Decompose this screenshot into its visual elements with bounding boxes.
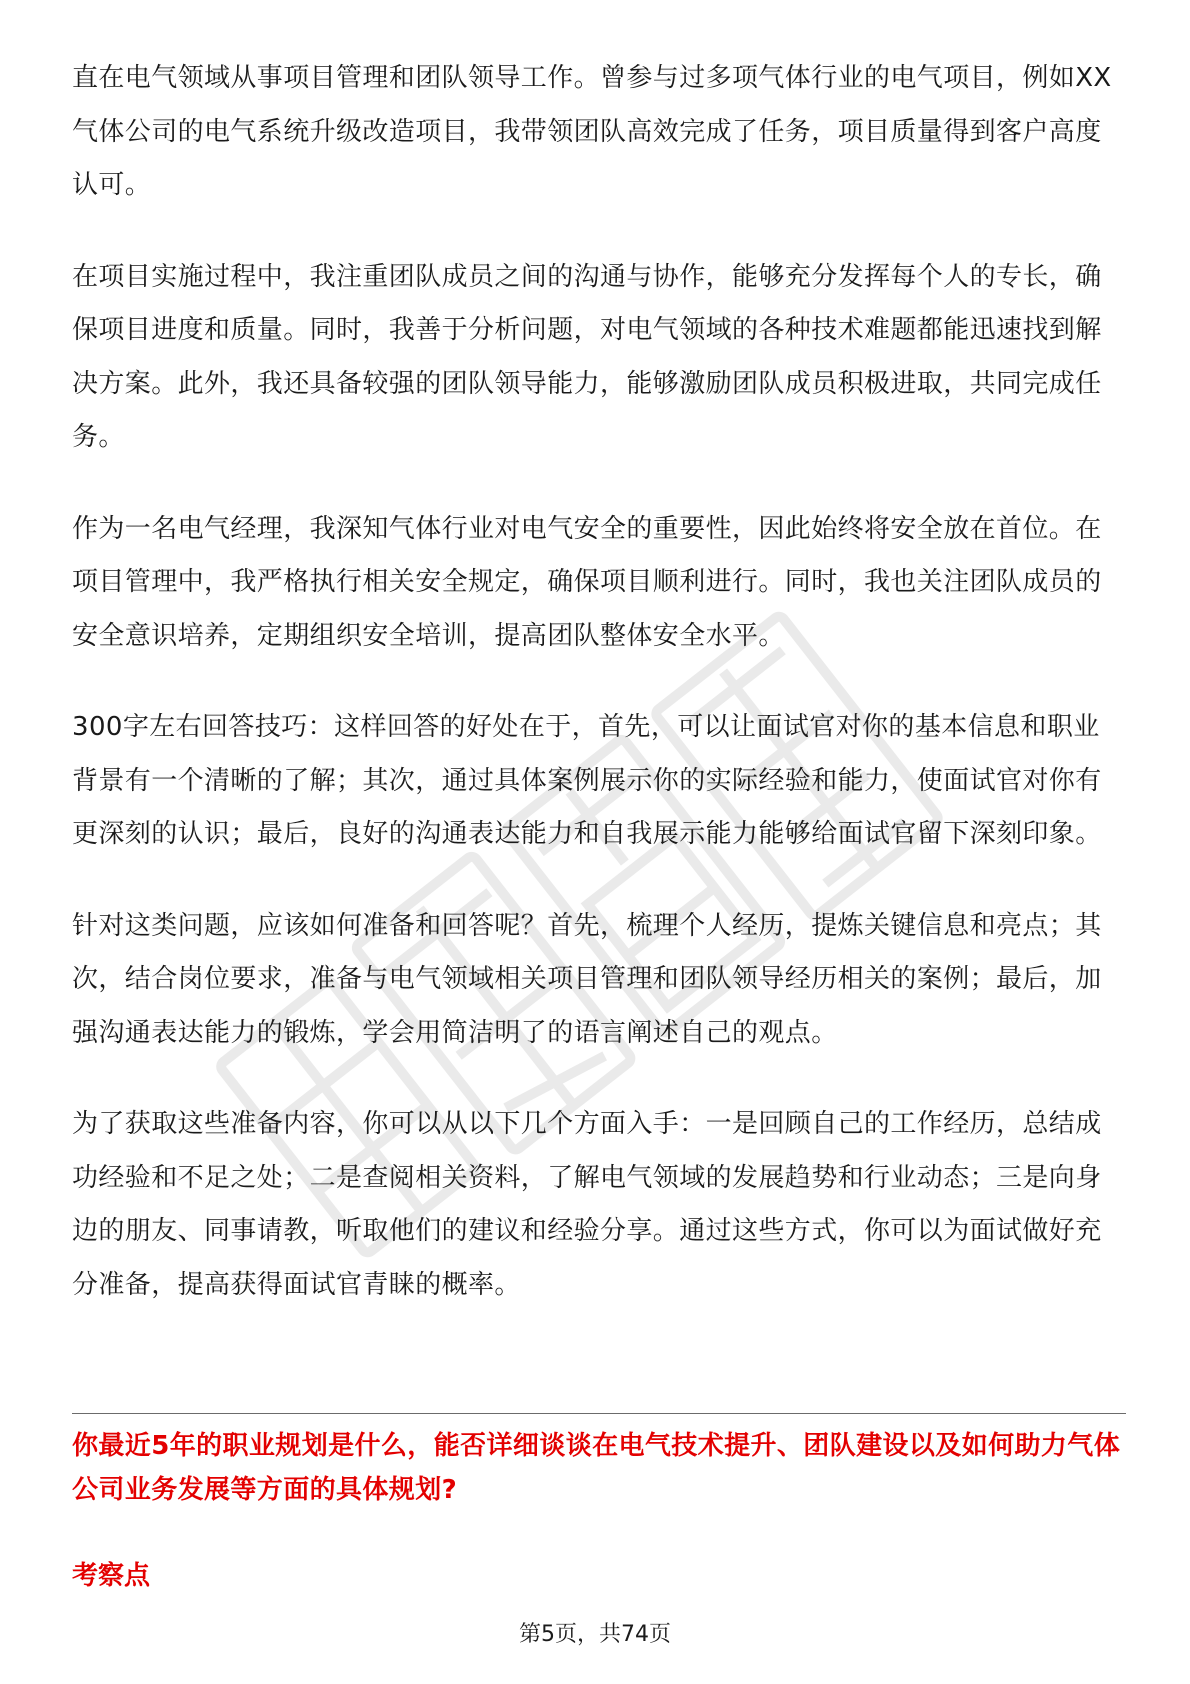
interview-question: 你最近5年的职业规划是什么，能否详细谈谈在电气技术提升、团队建设以及如何助力气体公司业务发展等方面的具体规划?	[72, 1431, 1121, 1505]
main-content	[72, 52, 1126, 1312]
page-number-footer: 第5页，共74页	[519, 1622, 671, 1647]
section-title-key-points: 考察点	[72, 1561, 151, 1591]
paragraph-preparation: 针对这类问题，应该如何准备和回答呢？首先，梳理个人经历，提炼关键信息和亮点；其次，结合岗位要求，准备与电气领域相关项目管理和团队领导经历相关的案例；最后，加强沟通表达能力的锻炼，学会用简洁明了的语言阐述自己的观点。	[72, 910, 1102, 1048]
paragraph-safety: 作为一名电气经理，我深知气体行业对电气安全的重要性，因此始终将安全放在首位。在项目管理中，我严格执行相关安全规定，确保项目顺利进行。同时，我也关注团队成员的安全意识培养，定期组织安全培训，提高团队整体安全水平。	[72, 513, 1102, 651]
paragraph-experience: 直在电气领域从事项目管理和团队领导工作。曾参与过多项气体行业的电气项目，例如XX气体公司的电气系统升级改造项目，我带领团队高效完成了任务，项目质量得到客户高度认可。	[72, 63, 1112, 200]
paragraph-teamwork: 在项目实施过程中，我注重团队成员之间的沟通与协作，能够充分发挥每个人的专长，确保项目进度和质量。同时，我善于分析问题，对电气领域的各种技术难题都能迅速找到解决方案。此外，我还具备较强的团队领导能力，能够激励团队成员积极进取，共同完成任务。	[72, 261, 1102, 452]
paragraph-sources: 为了获取这些准备内容，你可以从以下几个方面入手：一是回顾自己的工作经历，总结成功经验和不足之处；二是查阅相关资料，了解电气领域的发展趋势和行业动态；三是向身边的朋友、同事请教，听取他们的建议和经验分享。通过这些方式，你可以为面试做好充分准备，提高获得面试官青睐的概率。	[72, 1109, 1102, 1300]
section-divider	[72, 1413, 1126, 1414]
paragraph-answer-tips: 300字左右回答技巧：这样回答的好处在于，首先，可以让面试官对你的基本信息和职业背景有一个清晰的了解；其次，通过具体案例展示你的实际经验和能力，使面试官对你有更深刻的认识；最后，良好的沟通表达能力和自我展示能力能够给面试官留下深刻印象。	[72, 712, 1102, 849]
